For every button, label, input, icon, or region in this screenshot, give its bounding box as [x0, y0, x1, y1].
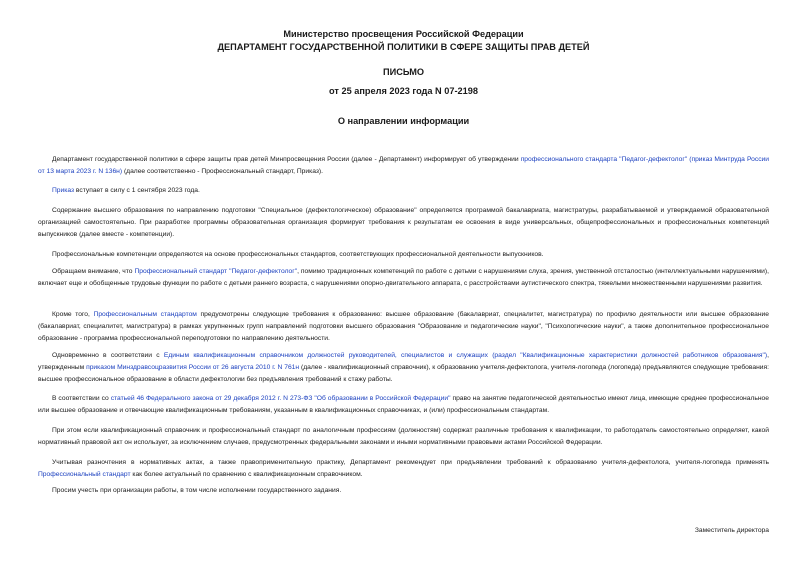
professional-standard-link[interactable]: Профессиональный стандарт — [38, 470, 131, 478]
paragraph-11 — [38, 485, 769, 497]
paragraph-text: (далее соответственно - Профессиональный стандарт, Приказ). — [122, 167, 323, 175]
paragraph-4 — [38, 249, 769, 261]
document-subject: О направлении информации — [337, 116, 470, 126]
paragraph-text: Кроме того, — [52, 311, 94, 318]
document-type: ПИСЬМО — [382, 67, 425, 77]
paragraph-text: (далее - квалификационный справочник), к образованию учителя-дефектолога, учителя-логопеда (логопеда) предъявляются следующие требования: высшее профессиональное образование в области дефектологии без предъявления требований к стажу работы. — [38, 363, 769, 383]
paragraph-text: Одновременно в соответствии с — [52, 352, 164, 359]
ministry-order-link[interactable]: приказом Минздравсоцразвития России от 26 августа 2010 г. N 761н — [86, 363, 300, 371]
paragraph-text: Профессиональные компетенции определяются на основе профессиональных стандартов, соответствующих профессиональной деятельности выпускников. — [52, 251, 544, 258]
paragraph-text: При этом если квалификационный справочник и профессиональный стандарт по аналогичным профессиям (должностям) содержат различные требования к квалификации, то работодатель самостоятельно определяет, какой нормативный правовой акт он использует, за исключением случаев, предусмотренных федеральными законами и иными нормативными правовыми актами Российской Федерации. — [38, 427, 769, 446]
paragraph-text: Департамент государственной политики в сфере защиты прав детей Минпросвещения России (далее - Департамент) информирует об утверждении — [52, 156, 521, 163]
professional-standard-link[interactable]: Профессиональным стандартом — [93, 311, 197, 318]
paragraph-3 — [38, 205, 769, 241]
paragraph-10 — [38, 457, 769, 481]
paragraph-text: Обращаем внимание, что — [52, 268, 135, 275]
paragraph-text: право на занятие педагогической деятельностью имеют лица, имеющие среднее профессиональное или высшее образование и отвечающие квалификационным требованиям, указанным в квалификационных справочниках, и (или) профессиональным стандартам. — [38, 395, 769, 414]
paragraph-9 — [38, 425, 769, 449]
order-link[interactable]: Приказ — [52, 187, 75, 194]
paragraph-2 — [38, 185, 769, 197]
signature-position: Заместитель директора — [694, 527, 769, 534]
paragraph-text: как более актуальный по сравнению с квалификационным справочником. — [130, 470, 363, 478]
paragraph-text: , утвержденным — [38, 352, 769, 371]
paragraph-7 — [38, 350, 769, 386]
paragraph-8 — [38, 393, 769, 417]
paragraph-text: Просим учесть при организации работы, в том числе исполнении государственного задания. — [52, 487, 342, 494]
department-name: ДЕПАРТАМЕНТ ГОСУДАРСТВЕННОЙ ПОЛИТИКИ В СФЕРЕ ЗАЩИТЫ ПРАВ ДЕТЕЙ — [217, 42, 590, 52]
paragraph-1 — [38, 154, 769, 178]
paragraph-6 — [38, 309, 769, 345]
paragraph-text: Содержание высшего образования по направлению подготовки "Специальное (дефектологическое) образование" определяется программой бакалавриата, магистратуры, разрабатываемой и утверждаемой образовательной организацией самостоятельно. При разработке программы образовательная организация формирует требования к результатам ее освоения в виде универсальных, общепрофессиональных и профессиональных компетенций выпускников (далее вместе - компетенции). — [38, 207, 769, 238]
paragraph-text: Учитывая разночтения в нормативных актах, а также правоприменительную практику, Департамент рекомендует при предъявлении требований к образованию учителя-дефектолога, учителя-логопеда применять — [52, 459, 769, 466]
professional-standard-link[interactable]: Профессиональный стандарт "Педагог-дефектолог" — [134, 268, 298, 275]
professional-standard-link[interactable]: профессионального стандарта "Педагог-дефектолог" (приказ Минтруда России от 13 марта 2023 г. N 136н) — [38, 156, 770, 175]
paragraph-text: предусмотрены следующие требования к образованию: высшее образование (бакалавриат, специалитет, магистратура) по профилю деятельности или высшее образование (бакалавриат, специалитет, магистратура) в рамках укрупненных групп направлений подготовки высшего образования "Образование и педагогические науки", "Психологические науки", а также дополнительное профессиональное образование - программа профессиональной переподготовки по направлению деятельности. — [38, 311, 769, 342]
federal-law-link[interactable]: статьей 46 Федерального закона от 29 декабря 2012 г. N 273-ФЗ "Об образовании в Российской Федерации" — [110, 395, 451, 402]
paragraph-text: вступает в силу с 1 сентября 2023 года. — [74, 187, 200, 194]
qualification-handbook-link[interactable]: Единым квалификационным справочником должностей руководителей, специалистов и служащих (раздел "Квалификационные характеристики должностей работников образования") — [163, 352, 768, 359]
paragraph-5 — [38, 266, 769, 290]
paragraph-text: В соответствии со — [52, 395, 111, 402]
ministry-name: Министерство просвещения Российской Федерации — [283, 29, 524, 39]
paragraph-text: , помимо традиционных компетенций по работе с детьми с нарушениями слуха, зрения, умственной отсталостью (интеллектуальными нарушениями), включает еще и обобщенные трудовые функции по работе с детьми раннего возраста, с нарушениями опорно-двигательного аппарата, с расстройствами аутистического спектра, тяжелыми множественными нарушениями развития. — [38, 268, 769, 287]
document-date-number: от 25 апреля 2023 года N 07-2198 — [329, 86, 478, 96]
